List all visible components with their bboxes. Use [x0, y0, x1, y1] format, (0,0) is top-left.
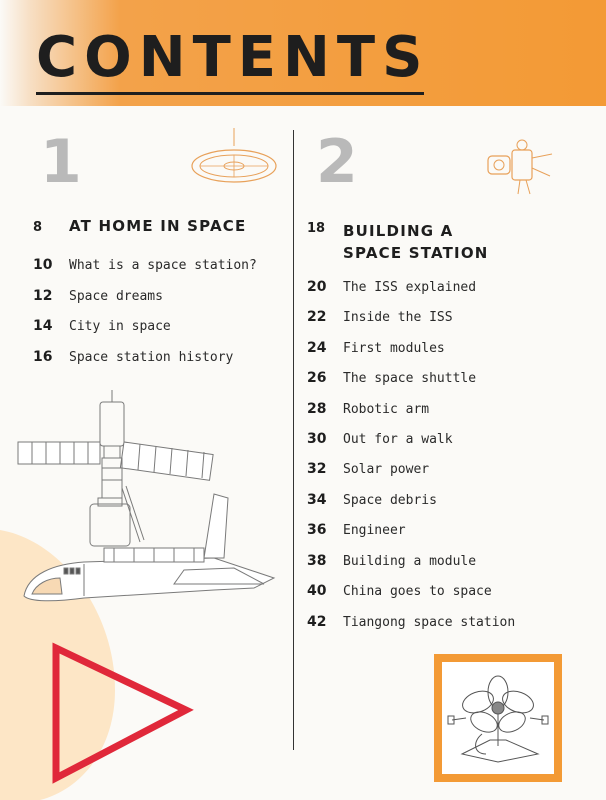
page-number: 32 — [307, 461, 327, 477]
list-item[interactable] — [307, 428, 453, 447]
item-label: Solar power — [343, 462, 430, 477]
page-title: CONTENTS — [36, 25, 430, 90]
item-label: China goes to space — [343, 584, 492, 599]
list-item[interactable] — [307, 276, 476, 295]
page-number: 30 — [307, 431, 327, 447]
item-label: Space station history — [69, 350, 234, 365]
list-item[interactable] — [307, 580, 492, 599]
page-number: 22 — [307, 309, 327, 325]
page-number: 42 — [307, 614, 327, 630]
item-label: Engineer — [343, 523, 406, 538]
item-label: Space dreams — [69, 289, 163, 304]
list-item[interactable] — [33, 315, 171, 334]
page-number: 34 — [307, 492, 327, 508]
list-item[interactable] — [307, 398, 429, 417]
heading-line-1: BUILDING A — [343, 222, 454, 240]
list-item[interactable] — [307, 306, 453, 325]
page-number: 8 — [33, 220, 43, 235]
page-number: 24 — [307, 340, 327, 356]
item-label: Tiangong space station — [343, 615, 516, 630]
page-number: 16 — [33, 349, 53, 365]
list-item[interactable] — [307, 337, 445, 356]
space-station-shuttle-illustration — [14, 388, 284, 618]
astronaut-module-icon — [480, 136, 560, 200]
page-number: 12 — [33, 288, 53, 304]
section-1-number: 1 — [40, 127, 82, 197]
page-number: 38 — [307, 553, 327, 569]
list-item[interactable] — [307, 611, 515, 630]
item-label: What is a space station? — [69, 258, 257, 273]
flower-illustration-frame — [434, 654, 562, 782]
heading-label: AT HOME IN SPACE — [69, 217, 247, 235]
section-1-heading[interactable] — [33, 216, 246, 235]
list-item[interactable] — [307, 489, 437, 508]
item-label: Out for a walk — [343, 432, 453, 447]
triangle-shape — [48, 640, 194, 786]
heading-line-2: SPACE STATION — [343, 244, 489, 262]
item-label: Building a module — [343, 554, 477, 569]
list-item[interactable] — [307, 458, 429, 477]
section-2-number: 2 — [316, 127, 358, 197]
item-label: First modules — [343, 341, 445, 356]
list-item[interactable] — [307, 519, 406, 538]
list-item[interactable] — [33, 346, 233, 365]
page-number: 20 — [307, 279, 327, 295]
item-label: The space shuttle — [343, 371, 477, 386]
page-number: 26 — [307, 370, 327, 386]
item-label: City in space — [69, 319, 171, 334]
item-label: Robotic arm — [343, 402, 430, 417]
column-divider — [293, 130, 294, 750]
flower-illustration — [442, 662, 554, 774]
list-item[interactable] — [307, 550, 476, 569]
title-underline — [36, 92, 424, 95]
ring-station-icon — [186, 128, 282, 188]
item-label: The ISS explained — [343, 280, 477, 295]
section-2-heading[interactable] — [307, 220, 489, 264]
page-number: 14 — [33, 318, 53, 334]
item-label: Inside the ISS — [343, 310, 453, 325]
list-item[interactable] — [307, 367, 476, 386]
page-number: 10 — [33, 257, 53, 273]
list-item[interactable] — [33, 285, 163, 304]
page-number: 40 — [307, 583, 327, 599]
page-number: 36 — [307, 522, 327, 538]
heading-label — [343, 220, 489, 264]
list-item[interactable] — [33, 254, 257, 273]
page-number: 18 — [307, 221, 326, 236]
item-label: Space debris — [343, 493, 437, 508]
page-number: 28 — [307, 401, 327, 417]
